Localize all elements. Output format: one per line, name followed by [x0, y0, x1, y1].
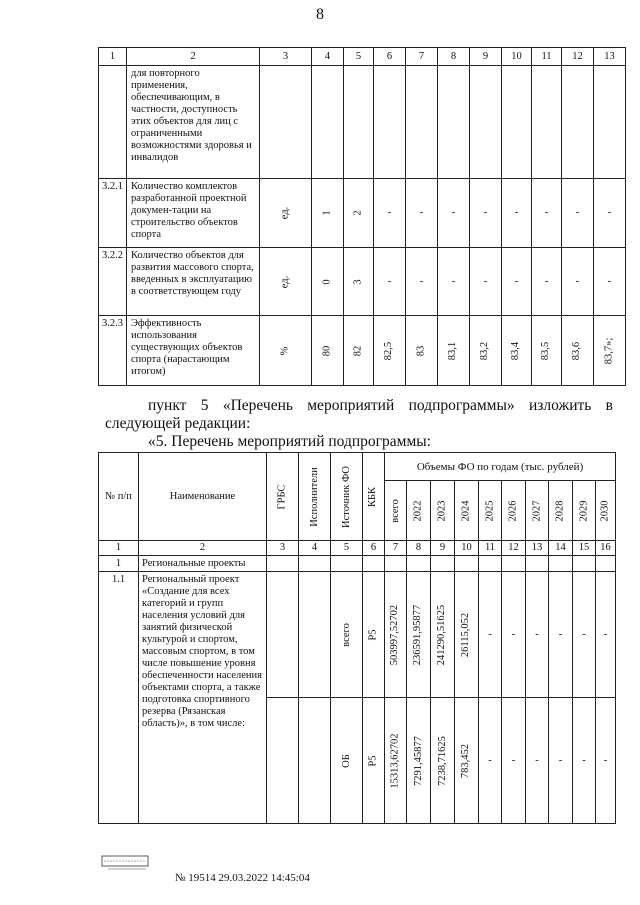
para1-w5: подпрограммы»: [408, 397, 515, 414]
t1-r1-v2: 2: [352, 210, 364, 216]
t1-r2-v6: -: [470, 248, 502, 316]
document-stamp-icon: [100, 852, 170, 872]
t2-r11-s1-v10: -: [596, 572, 616, 698]
t2-r11-s1-kbk: Р5: [367, 628, 379, 641]
t1-h12: 12: [562, 48, 594, 66]
t1-r3-unit: %: [279, 346, 291, 355]
t1-r2-v1: 0: [321, 278, 333, 285]
t1-r1-v5: -: [438, 179, 470, 248]
t1-r3-v5: 83,1: [447, 341, 459, 360]
t1-r3-v2: 82: [352, 345, 364, 356]
t2-h-isp: Исполнители: [308, 466, 320, 527]
t2-n8: 8: [407, 541, 431, 556]
paragraph-instruction: [148, 397, 613, 415]
t1-r3-v4: 83: [415, 345, 427, 356]
t2-n3: 3: [267, 541, 299, 556]
t2-r11-s1-v3: 241290,51625: [436, 604, 448, 665]
indicators-table: [98, 47, 626, 386]
t2-h-year-2026: 2026: [507, 500, 519, 521]
t1-h6: 6: [374, 48, 406, 66]
t1-r3-name: Эффективность использования существующих объектов спорта (нарастающим итогом): [127, 316, 260, 386]
para1-w1: пункт: [148, 397, 187, 414]
t1-r1-v9: -: [562, 179, 594, 248]
t2-h-year-2030: 2030: [599, 500, 611, 521]
t2-n1: 1: [99, 541, 139, 556]
t1-r3-v8: 83,5: [540, 341, 552, 360]
table1-row-322: [99, 248, 626, 316]
t1-h9: 9: [470, 48, 502, 66]
t1-r3-v3: 82,5: [383, 341, 395, 360]
t1-r1-v1: 1: [321, 210, 333, 216]
t2-r11-s1-v6: -: [502, 572, 526, 698]
para1-w2: 5: [200, 397, 209, 414]
measures-table: [98, 452, 616, 824]
t2-h-grbs: ГРБС: [276, 484, 288, 509]
t1-r2-num: 3.2.2: [99, 248, 127, 316]
t1-r3-num: 3.2.3: [99, 316, 127, 386]
t2-n16: 16: [596, 541, 616, 556]
t2-r1-name: Региональные проекты: [139, 556, 267, 572]
t2-r11-s2-v3: 7238,71625: [436, 735, 448, 786]
t2-r11-s2-v5: -: [479, 698, 502, 824]
t2-header-row1: [99, 453, 616, 481]
para1-w6: изложить: [528, 397, 592, 414]
t1-r1-name: Количество комплектов разработанной проектной докумен-тации на строительство объектов спорта: [127, 179, 260, 248]
t1-r3-v6: 83,2: [479, 341, 491, 360]
t1-r2-v2: 3: [352, 278, 364, 285]
t1-r3-v7: 83,4: [510, 341, 522, 360]
t2-h-num: № п/п: [99, 453, 139, 541]
t2-r11-s2-v6: -: [502, 698, 526, 824]
t2-h-name: Наименование: [139, 453, 267, 541]
t2-r11-s1-v5: -: [479, 572, 502, 698]
t2-h-year-2023: 2023: [436, 500, 448, 521]
t2-n2: 2: [139, 541, 267, 556]
t2-h-year-2029: 2029: [578, 500, 589, 521]
t1-r3-v10: 83,7»;: [603, 337, 615, 364]
table1-row-321: [99, 179, 626, 248]
t1-r2-v10: -: [594, 248, 626, 316]
t2-n5: 5: [331, 541, 363, 556]
t2-r11-s1-v8: -: [549, 572, 573, 698]
t2-r11-s1-v9: -: [573, 572, 596, 698]
t1-r1-v7: -: [502, 179, 532, 248]
t1-r1-v6: -: [470, 179, 502, 248]
t2-r11-s1-v7: -: [526, 572, 549, 698]
paragraph-heading: «5. Перечень мероприятий подпрограммы:: [148, 433, 431, 450]
t1-r2-unit: ед.: [279, 275, 291, 288]
t2-r11-s2-v8: -: [549, 698, 573, 824]
page-number: 8: [316, 6, 324, 23]
registration-footer: № 19514 29.03.2022 14:45:04: [175, 872, 310, 884]
t2-n14: 14: [549, 541, 573, 556]
t2-r11-name: Региональный проект «Создание для всех категорий и групп населения условий для занятий физической культурой и спортом, массовым спортом, в том числе повышение уровня обеспеченности населения объектами спорта, а также подготовка спортивного резерва (Рязанская область)», в том числе:: [139, 572, 267, 824]
t2-r11-s2-v4: 783,452: [460, 743, 472, 778]
t1-r1-unit: ед.: [279, 206, 291, 220]
t2-r11-num: 1.1: [99, 572, 139, 824]
t1-r2-name: Количество объектов для развития массового спорта, введенных в эксплуатацию в соответствующем году: [127, 248, 260, 316]
t1-h10: 10: [502, 48, 532, 66]
t2-r11-s1-v1: 503997,52702: [389, 604, 401, 665]
t2-r11-s2-v9: -: [573, 698, 596, 824]
t2-h-src: Источник ФО: [340, 465, 352, 528]
t2-r11-s2-v10: -: [596, 698, 616, 824]
t2-n9: 9: [431, 541, 455, 556]
t2-n13: 13: [526, 541, 549, 556]
t1-r1-v10: -: [594, 179, 626, 248]
t2-h-volumes: Объемы ФО по годам (тыс. рублей): [385, 453, 616, 481]
t1-r2-v7: -: [502, 248, 532, 316]
t2-h-year-2028: 2028: [554, 500, 566, 521]
t1-h2: 2: [127, 48, 260, 66]
t2-r11-s1-v2: 236591,95877: [412, 604, 424, 665]
t2-h-year-2022: 2022: [412, 500, 424, 521]
para1-w4: мероприятий: [307, 397, 395, 414]
t1-h11: 11: [532, 48, 562, 66]
t2-r11-s2-v1: 15313,62702: [389, 732, 401, 789]
t2-row-1-1-total: [99, 572, 616, 698]
t2-h-year-2024: 2024: [460, 500, 472, 521]
t1-cont-text: для повторного применения, обеспечивающим, в частности, доступность этих объектов для лиц с ограниченными возможностями здоровья и инвалидов: [127, 66, 260, 179]
t2-row-1: [99, 556, 616, 572]
t1-h3: 3: [260, 48, 312, 66]
t1-r1-v4: -: [406, 179, 438, 248]
t2-colnum-row: [99, 541, 616, 556]
t1-r2-v8: -: [532, 248, 562, 316]
t1-r2-v4: -: [406, 248, 438, 316]
t2-n7: 7: [385, 541, 407, 556]
t1-r3-v1: 80: [321, 345, 333, 356]
t1-h1: 1: [99, 48, 127, 66]
t2-r11-s1-v4: 26115,052: [460, 612, 472, 657]
t2-h-year-2025: 2025: [484, 500, 495, 521]
t1-r3-v9: 83,6: [571, 341, 583, 360]
t2-r11-s2-v7: -: [526, 698, 549, 824]
table1-row-323: [99, 316, 626, 386]
t1-h8: 8: [438, 48, 470, 66]
table1-continuation-row: [99, 66, 626, 179]
t1-r2-v9: -: [562, 248, 594, 316]
t1-r1-v3: -: [374, 179, 406, 248]
t2-n15: 15: [573, 541, 596, 556]
para1-w3: «Перечень: [222, 397, 293, 414]
t2-r11-s2-v2: 7291,45877: [412, 735, 424, 786]
t2-n10: 10: [455, 541, 479, 556]
t1-h4: 4: [312, 48, 344, 66]
t1-r1-num: 3.2.1: [99, 179, 127, 248]
t2-n12: 12: [502, 541, 526, 556]
table1-header-row: [99, 48, 626, 66]
t2-r11-s1-src: всего: [340, 622, 352, 647]
t1-r1-v8: -: [532, 179, 562, 248]
t2-n6: 6: [363, 541, 385, 556]
t1-h5: 5: [344, 48, 374, 66]
t2-h-year-total: всего: [389, 498, 401, 523]
t1-h7: 7: [406, 48, 438, 66]
t1-h13: 13: [594, 48, 626, 66]
t2-n4: 4: [299, 541, 331, 556]
para1-line2: следующей редакции:: [105, 415, 251, 432]
t1-r2-v3: -: [374, 248, 406, 316]
t1-r2-v5: -: [438, 248, 470, 316]
t2-n11: 11: [479, 541, 502, 556]
t2-h-year-2027: 2027: [531, 500, 542, 521]
t2-r11-s2-kbk: Р5: [367, 754, 379, 767]
t2-r11-s2-src: ОБ: [340, 753, 352, 768]
t2-r1-num: 1: [99, 556, 139, 572]
t2-h-kbk: КБК: [367, 486, 379, 507]
para1-w7: в: [605, 397, 613, 414]
